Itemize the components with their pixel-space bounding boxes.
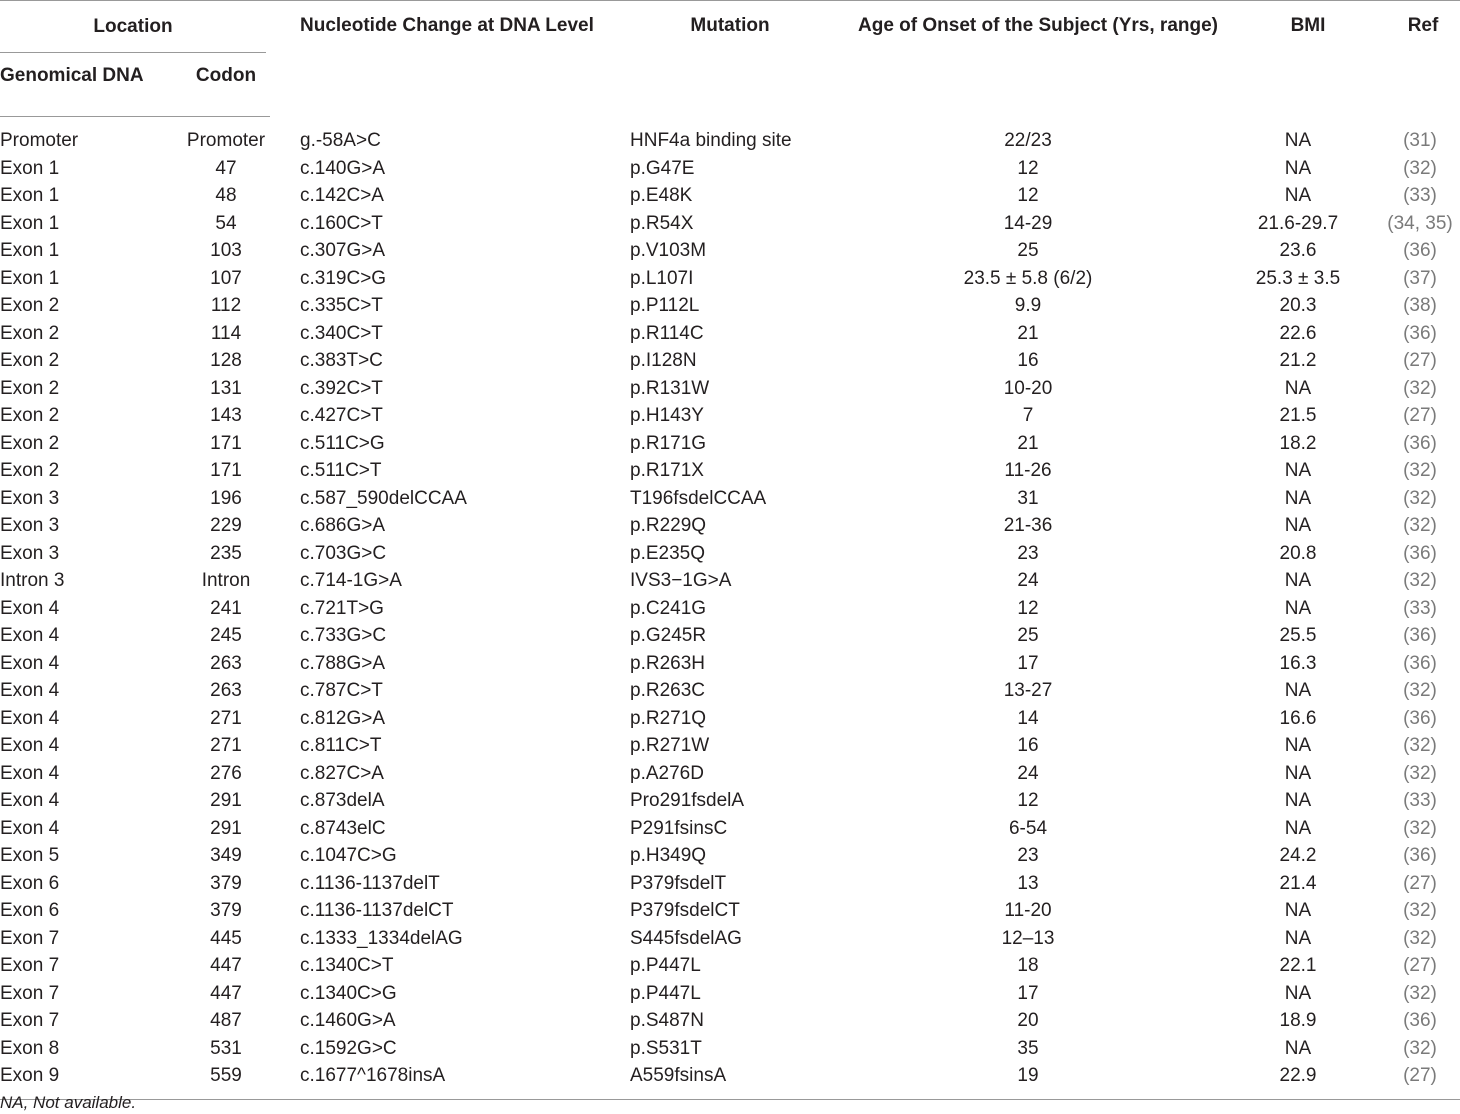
cell-codon: 291 [210, 790, 242, 811]
cell-nucleotide-change: c.142C>A [300, 185, 384, 206]
cell-codon: 112 [210, 295, 242, 316]
cell-age-of-onset: 17 [1017, 652, 1039, 674]
cell-ref: (34, 35) [1387, 212, 1453, 234]
cell-age-of-onset: 35 [1017, 1037, 1039, 1059]
cell-location: Exon 1 [0, 267, 60, 289]
table-row [0, 292, 1460, 320]
cell-mutation: HNF4a binding site [630, 129, 792, 151]
cell-bmi: 21.6-29.7 [1257, 212, 1339, 234]
cell-bmi: NA [1284, 1037, 1312, 1059]
table-row [0, 980, 1460, 1008]
cell-location: Exon 2 [0, 295, 60, 316]
cell-bmi: 16.3 [1279, 652, 1317, 674]
header-location: Location [0, 1, 270, 54]
cell-ref: (32) [1403, 157, 1437, 179]
cell-age-of-onset: 16 [1017, 735, 1039, 756]
cell-nucleotide-change: c.1677^1678insA [300, 1065, 446, 1086]
table-row [0, 1035, 1460, 1063]
table-row [0, 1007, 1460, 1035]
cell-mutation: p.P112L [630, 295, 700, 316]
cell-mutation: p.E48K [630, 185, 693, 206]
cell-age-of-onset: 25 [1017, 625, 1039, 646]
cell-location: Exon 4 [0, 652, 60, 674]
cell-bmi: 21.4 [1279, 872, 1317, 894]
cell-bmi: NA [1284, 900, 1312, 921]
cell-codon: 235 [210, 542, 242, 564]
cell-ref: (32) [1403, 817, 1437, 839]
cell-codon: 171 [210, 432, 242, 454]
cell-bmi: NA [1284, 157, 1312, 179]
cell-mutation: T196fsdelCCAA [630, 487, 767, 509]
table-row [0, 815, 1460, 843]
cell-ref: (36) [1403, 542, 1437, 564]
cell-bmi: NA [1284, 597, 1312, 619]
cell-mutation: p.R171G [630, 432, 707, 454]
table-row [0, 265, 1460, 293]
cell-ref: (32) [1403, 900, 1437, 921]
cell-age-of-onset: 7 [1022, 405, 1034, 426]
cell-age-of-onset: 24 [1017, 570, 1039, 591]
cell-age-of-onset: 9.9 [1014, 295, 1042, 316]
cell-nucleotide-change: c.392C>T [300, 377, 383, 399]
cell-location: Exon 4 [0, 790, 60, 811]
cell-location: Exon 6 [0, 872, 60, 894]
cell-nucleotide-change: c.1136-1137delT [300, 872, 440, 894]
cell-location: Exon 7 [0, 955, 60, 976]
cell-age-of-onset: 24 [1017, 762, 1039, 784]
cell-location: Exon 1 [0, 157, 60, 179]
cell-nucleotide-change: c.340C>T [300, 322, 383, 344]
cell-mutation: p.R271Q [630, 707, 707, 729]
cell-mutation: IVS3−1G>A [630, 570, 732, 591]
cell-codon: 447 [210, 982, 242, 1004]
table-row [0, 182, 1460, 210]
cell-mutation: p.C241G [630, 597, 707, 619]
table-row [0, 925, 1460, 953]
cell-mutation: p.E235Q [630, 542, 705, 564]
table-row [0, 155, 1460, 183]
cell-location: Exon 2 [0, 432, 60, 454]
cell-age-of-onset: 21-36 [1003, 515, 1053, 536]
table-row [0, 375, 1460, 403]
cell-age-of-onset: 23 [1017, 845, 1039, 866]
cell-mutation: p.S487N [630, 1010, 704, 1031]
cell-nucleotide-change: c.714-1G>A [300, 570, 402, 591]
cell-mutation: p.R131W [630, 377, 710, 399]
cell-ref: (32) [1403, 735, 1437, 756]
table-row [0, 897, 1460, 925]
cell-ref: (32) [1403, 515, 1437, 536]
cell-mutation: p.V103M [630, 240, 707, 261]
cell-ref: (36) [1403, 240, 1437, 261]
cell-location: Exon 5 [0, 845, 60, 866]
cell-bmi: NA [1284, 487, 1312, 509]
cell-codon: 47 [215, 157, 237, 179]
cell-ref: (32) [1403, 460, 1437, 481]
cell-bmi: 20.8 [1279, 542, 1317, 564]
cell-age-of-onset: 22/23 [1004, 129, 1052, 151]
cell-bmi: NA [1284, 927, 1312, 949]
table-row [0, 210, 1460, 238]
cell-mutation: S445fsdelAG [630, 927, 742, 949]
cell-nucleotide-change: c.1136-1137delCT [300, 900, 454, 921]
cell-nucleotide-change: c.787C>T [300, 680, 383, 701]
cell-mutation: p.R263H [630, 652, 705, 674]
cell-age-of-onset: 19 [1017, 1065, 1039, 1086]
cell-ref: (33) [1403, 185, 1437, 206]
cell-age-of-onset: 18 [1017, 955, 1039, 976]
cell-bmi: 24.2 [1279, 845, 1317, 866]
cell-codon: 291 [210, 817, 242, 839]
cell-location: Exon 4 [0, 762, 60, 784]
cell-age-of-onset: 31 [1017, 487, 1039, 509]
cell-bmi: NA [1284, 982, 1312, 1004]
table-row [0, 567, 1460, 595]
cell-codon: 271 [210, 707, 242, 729]
cell-codon: 171 [210, 460, 242, 481]
cell-nucleotide-change: c.8743elC [300, 817, 386, 839]
cell-location: Promoter [0, 130, 79, 151]
cell-nucleotide-change: c.511C>G [300, 432, 385, 454]
cell-mutation: p.H143Y [630, 405, 704, 426]
cell-bmi: 21.2 [1279, 350, 1317, 371]
cell-nucleotide-change: c.335C>T [300, 295, 383, 316]
cell-nucleotide-change: c.686G>A [300, 515, 386, 536]
cell-mutation: p.L107I [630, 267, 694, 289]
cell-nucleotide-change: c.1333_1334delAG [300, 927, 463, 949]
cell-age-of-onset: 6-54 [1008, 817, 1048, 839]
cell-bmi: NA [1284, 762, 1312, 784]
cell-location: Exon 9 [0, 1065, 60, 1086]
cell-codon: Promoter [186, 130, 266, 151]
cell-age-of-onset: 12 [1017, 790, 1039, 811]
cell-nucleotide-change: c.1340C>T [300, 955, 394, 976]
cell-bmi: NA [1284, 735, 1312, 756]
cell-bmi: 16.6 [1279, 707, 1317, 729]
cell-nucleotide-change: c.160C>T [300, 212, 383, 234]
cell-codon: 241 [210, 597, 242, 619]
cell-age-of-onset: 14 [1017, 707, 1039, 729]
cell-codon: 48 [215, 185, 237, 206]
cell-ref: (38) [1403, 295, 1437, 316]
cell-ref: (32) [1403, 982, 1437, 1004]
cell-nucleotide-change: c.812G>A [300, 707, 386, 729]
cell-location: Exon 2 [0, 377, 60, 399]
table-row [0, 347, 1460, 375]
cell-bmi: 22.1 [1279, 955, 1317, 976]
cell-codon: 487 [210, 1010, 242, 1031]
cell-codon: 196 [210, 487, 242, 509]
cell-codon: 54 [215, 212, 237, 234]
cell-ref: (32) [1403, 487, 1437, 509]
cell-codon: 103 [210, 240, 242, 261]
cell-age-of-onset: 17 [1017, 982, 1039, 1004]
cell-codon: 263 [210, 680, 242, 701]
cell-nucleotide-change: c.319C>G [300, 267, 387, 289]
cell-ref: (31) [1403, 129, 1437, 151]
cell-mutation: P291fsinsC [630, 817, 728, 839]
cell-nucleotide-change: c.383T>C [300, 350, 383, 371]
cell-ref: (36) [1403, 652, 1437, 674]
cell-mutation: p.I128N [630, 350, 697, 371]
cell-age-of-onset: 12 [1017, 185, 1039, 206]
cell-codon: 447 [210, 955, 242, 976]
cell-bmi: NA [1284, 377, 1312, 399]
cell-location: Exon 4 [0, 625, 60, 646]
table-row [0, 705, 1460, 733]
cell-age-of-onset: 10-20 [1003, 377, 1053, 399]
cell-location: Intron 3 [0, 570, 65, 591]
cell-codon: 263 [210, 652, 242, 674]
cell-nucleotide-change: c.873delA [300, 790, 385, 811]
cell-age-of-onset: 12 [1017, 157, 1039, 179]
header-ref-label: Ref [1407, 15, 1439, 36]
table-row [0, 760, 1460, 788]
cell-location: Exon 4 [0, 817, 60, 839]
cell-age-of-onset: 11-20 [1004, 900, 1052, 921]
cell-codon: 131 [210, 377, 242, 399]
cell-ref: (36) [1403, 322, 1437, 344]
cell-mutation: p.R54X [630, 212, 694, 234]
table-row [0, 540, 1460, 568]
cell-age-of-onset: 21 [1017, 432, 1039, 454]
cell-bmi: 18.2 [1279, 432, 1317, 454]
cell-nucleotide-change: c.140G>A [300, 157, 386, 179]
cell-codon: 379 [210, 900, 242, 921]
cell-mutation: p.G47E [630, 157, 695, 179]
cell-location: Exon 3 [0, 542, 60, 564]
cell-mutation: p.R229Q [630, 515, 707, 536]
header-mutation-label: Mutation [690, 15, 770, 36]
cell-codon: 107 [210, 267, 242, 289]
cell-mutation: A559fsinsA [630, 1065, 727, 1086]
table-row [0, 1062, 1460, 1099]
cell-ref: (32) [1403, 680, 1437, 701]
cell-codon: 559 [210, 1065, 242, 1086]
cell-location: Exon 8 [0, 1037, 60, 1059]
cell-ref: (33) [1403, 597, 1437, 619]
cell-location: Exon 4 [0, 680, 60, 701]
cell-mutation: p.R263C [630, 680, 705, 701]
cell-bmi: NA [1284, 570, 1312, 591]
header-genomic-dna: Genomical DNA [0, 53, 182, 117]
cell-nucleotide-change: c.827C>A [300, 762, 384, 784]
cell-nucleotide-change: c.427C>T [300, 405, 383, 426]
cell-nucleotide-change: c.721T>G [300, 597, 384, 619]
table-row [0, 430, 1460, 458]
cell-location: Exon 3 [0, 487, 60, 509]
cell-age-of-onset: 14-29 [1003, 212, 1053, 234]
cell-age-of-onset: 13-27 [1003, 680, 1053, 701]
cell-mutation: P379fsdelT [630, 872, 727, 894]
cell-age-of-onset: 16 [1017, 350, 1039, 371]
header-bmi-label: BMI [1290, 15, 1326, 36]
table-row [0, 402, 1460, 430]
cell-codon: 379 [210, 872, 242, 894]
cell-mutation: p.A276D [630, 762, 704, 784]
cell-nucleotide-change: c.511C>T [300, 460, 382, 481]
cell-nucleotide-change: g.-58A>C [300, 129, 381, 151]
cell-codon: 114 [210, 322, 242, 344]
cell-location: Exon 3 [0, 515, 60, 536]
table-row [0, 952, 1460, 980]
cell-age-of-onset: 20 [1017, 1010, 1039, 1031]
cell-ref: (33) [1403, 790, 1437, 811]
table-row [0, 512, 1460, 540]
cell-location: Exon 4 [0, 735, 60, 756]
cell-mutation: p.R171X [630, 460, 704, 481]
cell-ref: (27) [1403, 872, 1437, 894]
cell-location: Exon 4 [0, 597, 60, 619]
cell-age-of-onset: 23 [1017, 542, 1039, 564]
cell-codon: 271 [210, 735, 242, 756]
table-row [0, 485, 1460, 513]
cell-nucleotide-change: c.1592G>C [300, 1037, 397, 1059]
cell-ref: (32) [1403, 377, 1437, 399]
cell-codon: 128 [210, 350, 242, 371]
cell-mutation: p.R271W [630, 735, 710, 756]
cell-age-of-onset: 23.5 ± 5.8 (6/2) [963, 267, 1093, 289]
cell-ref: (37) [1403, 267, 1437, 289]
cell-location: Exon 7 [0, 1010, 60, 1031]
table-row [0, 237, 1460, 265]
cell-location: Exon 4 [0, 707, 60, 729]
header-age-label: Age of Onset of the Subject (Yrs, range) [858, 15, 1218, 36]
header-nucleotide-label: Nucleotide Change at DNA Level [300, 15, 594, 36]
cell-nucleotide-change: c.307G>A [300, 240, 386, 261]
cell-ref: (36) [1403, 707, 1437, 729]
cell-mutation: p.R114C [630, 322, 704, 344]
cell-age-of-onset: 13 [1017, 872, 1039, 894]
table-row [0, 732, 1460, 760]
cell-ref: (32) [1403, 1037, 1437, 1059]
cell-nucleotide-change: c.1047C>G [300, 845, 397, 866]
cell-codon: 445 [210, 927, 242, 949]
cell-nucleotide-change: c.788G>A [300, 652, 386, 674]
cell-location: Exon 2 [0, 322, 60, 344]
cell-age-of-onset: 21 [1017, 322, 1039, 344]
cell-ref: (36) [1403, 432, 1437, 454]
cell-ref: (32) [1403, 927, 1437, 949]
cell-ref: (32) [1403, 570, 1437, 591]
cell-bmi: NA [1284, 185, 1312, 206]
cell-bmi: NA [1284, 817, 1312, 839]
cell-bmi: NA [1284, 680, 1312, 701]
cell-nucleotide-change: c.811C>T [300, 735, 382, 756]
table-row [0, 870, 1460, 898]
table-row [0, 622, 1460, 650]
cell-codon: Intron [201, 570, 251, 591]
table-row [0, 677, 1460, 705]
table-row [0, 650, 1460, 678]
cell-age-of-onset: 12–13 [1001, 927, 1055, 949]
cell-mutation: Pro291fsdelA [630, 790, 745, 811]
cell-mutation: p.P447L [630, 955, 701, 976]
cell-mutation: p.G245R [630, 625, 707, 646]
table-row [0, 595, 1460, 623]
cell-nucleotide-change: c.733G>C [300, 625, 387, 646]
cell-location: Exon 1 [0, 185, 60, 206]
cell-codon: 349 [210, 845, 242, 866]
cell-location: Exon 7 [0, 927, 60, 949]
cell-bmi: NA [1284, 129, 1312, 151]
cell-bmi: 20.3 [1279, 295, 1317, 316]
cell-codon: 531 [210, 1037, 242, 1059]
cell-bmi: 25.3 ± 3.5 [1255, 267, 1341, 289]
cell-bmi: 25.5 [1279, 625, 1317, 646]
cell-ref: (36) [1403, 845, 1437, 866]
table-row [0, 842, 1460, 870]
cell-bmi: 18.9 [1279, 1010, 1317, 1031]
cell-location: Exon 7 [0, 982, 60, 1004]
cell-bmi: 23.6 [1279, 240, 1317, 261]
cell-location: Exon 2 [0, 405, 60, 426]
cell-bmi: 21.5 [1279, 405, 1317, 426]
cell-ref: (36) [1403, 1010, 1437, 1031]
cell-codon: 229 [210, 515, 242, 536]
cell-bmi: NA [1284, 790, 1312, 811]
table-row [0, 457, 1460, 485]
table-row [0, 787, 1460, 815]
cell-ref: (32) [1403, 762, 1437, 784]
cell-location: Exon 2 [0, 460, 60, 481]
cell-ref: (27) [1403, 1065, 1437, 1086]
cell-mutation: p.H349Q [630, 845, 707, 866]
cell-mutation: p.P447L [630, 982, 701, 1004]
table-row [0, 320, 1460, 348]
cell-nucleotide-change: c.1340C>G [300, 982, 397, 1004]
cell-location: Exon 1 [0, 212, 60, 234]
cell-bmi: NA [1284, 515, 1312, 536]
cell-nucleotide-change: c.703G>C [300, 542, 387, 564]
cell-bmi: 22.6 [1279, 322, 1317, 344]
cell-bmi: 22.9 [1279, 1065, 1317, 1086]
cell-bmi: NA [1284, 460, 1312, 481]
cell-location: Exon 1 [0, 240, 60, 261]
cell-mutation: p.S531T [630, 1037, 702, 1059]
cell-codon: 143 [210, 405, 242, 426]
cell-ref: (36) [1403, 625, 1437, 646]
cell-age-of-onset: 12 [1017, 597, 1039, 619]
cell-age-of-onset: 11-26 [1004, 460, 1052, 481]
cell-mutation: P379fsdelCT [630, 900, 740, 921]
cell-ref: (27) [1403, 350, 1437, 371]
cell-ref: (27) [1403, 955, 1437, 976]
cell-nucleotide-change: c.587_590delCCAA [300, 487, 467, 509]
cell-codon: 245 [210, 625, 242, 646]
header-codon: Codon [182, 53, 270, 117]
table-footnote: NA, Not available. [0, 1093, 137, 1112]
table-row [0, 117, 1460, 155]
cell-location: Exon 2 [0, 350, 60, 371]
cell-location: Exon 6 [0, 900, 60, 921]
cell-age-of-onset: 25 [1017, 240, 1039, 261]
cell-ref: (27) [1403, 405, 1437, 426]
cell-nucleotide-change: c.1460G>A [300, 1010, 396, 1031]
cell-codon: 276 [210, 762, 242, 784]
table-body [0, 117, 1460, 1099]
